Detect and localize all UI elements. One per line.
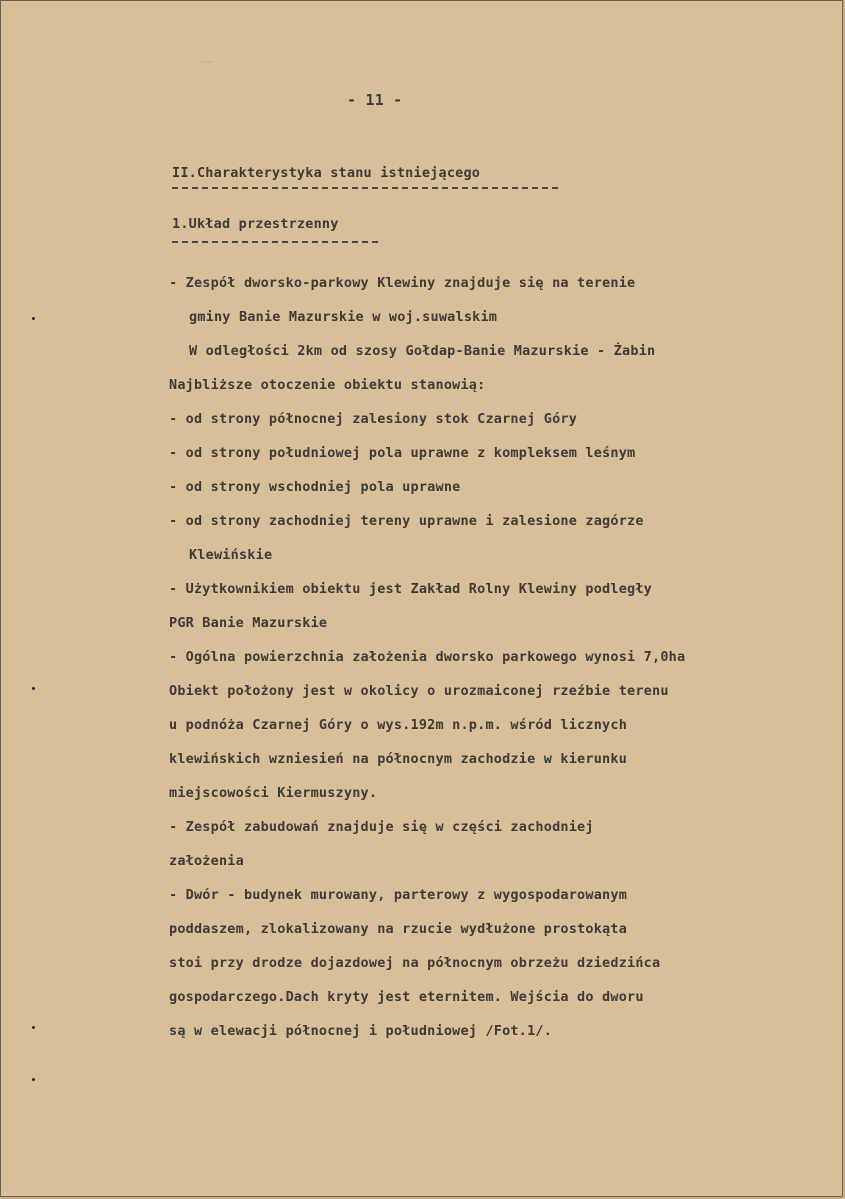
- body-line: Najbliższe otoczenie obiektu stanowią:: [169, 377, 486, 393]
- section-title: II.Charakterystyka stanu istniejącego: [172, 165, 481, 181]
- margin-dot: [32, 687, 35, 690]
- body-line: PGR Banie Mazurskie: [169, 615, 328, 631]
- body-line: - Zespół dworsko-parkowy Klewiny znajduje się na terenie: [169, 275, 636, 291]
- body-line: - Ogólna powierzchnia założenia dworsko parkowego wynosi 7,0ha: [169, 649, 686, 665]
- body-line: stoi przy drodze dojazdowej na północnym obrzeżu dziedzińca: [169, 955, 661, 971]
- body-line: Klewińskie: [189, 547, 273, 563]
- body-line: u podnóża Czarnej Góry o wys.192m n.p.m. wśród licznych: [169, 717, 628, 733]
- subsection-title-underline: [172, 241, 378, 243]
- body-line: - od strony wschodniej pola uprawne: [169, 479, 461, 495]
- body-line: gminy Banie Mazurskie w woj.suwalskim: [189, 309, 498, 325]
- body-line: W odległości 2km od szosy Gołdap-Banie Mazurskie - Żabin: [189, 343, 656, 359]
- body-line: gospodarczego.Dach kryty jest eternitem. Wejścia do dworu: [169, 989, 644, 1005]
- margin-dot: [32, 1026, 35, 1029]
- margin-dot: [32, 1078, 35, 1081]
- body-line: założenia: [169, 853, 244, 869]
- body-line: - od strony zachodniej tereny uprawne i zalesione zagórze: [169, 513, 644, 529]
- body-line: poddaszem, zlokalizowany na rzucie wydłużone prostokąta: [169, 921, 628, 937]
- body-line: klewińskich wzniesień na północnym zachodzie w kierunku: [169, 751, 628, 767]
- body-line: są w elewacji północnej i południowej /Fot.1/.: [169, 1023, 553, 1039]
- body-line: - od strony południowej pola uprawne z kompleksem leśnym: [169, 445, 636, 461]
- margin-dot: [32, 317, 35, 320]
- body-line: Obiekt położony jest w okolicy o urozmaiconej rzeźbie terenu: [169, 683, 669, 699]
- body-line: - Dwór - budynek murowany, parterowy z wygospodarowanym: [169, 887, 628, 903]
- body-line: - Zespół zabudowań znajduje się w części zachodniej: [169, 819, 594, 835]
- faint-mark: ~~: [197, 57, 214, 68]
- body-line: miejscowości Kiermuszyny.: [169, 785, 378, 801]
- body-line: - od strony północnej zalesiony stok Czarnej Góry: [169, 411, 578, 427]
- body-line: - Użytkownikiem obiektu jest Zakład Rolny Klewiny podległy: [169, 581, 653, 597]
- page-number: - 11 -: [347, 91, 403, 109]
- subsection-title: 1.Układ przestrzenny: [172, 216, 339, 232]
- section-title-underline: [172, 187, 558, 189]
